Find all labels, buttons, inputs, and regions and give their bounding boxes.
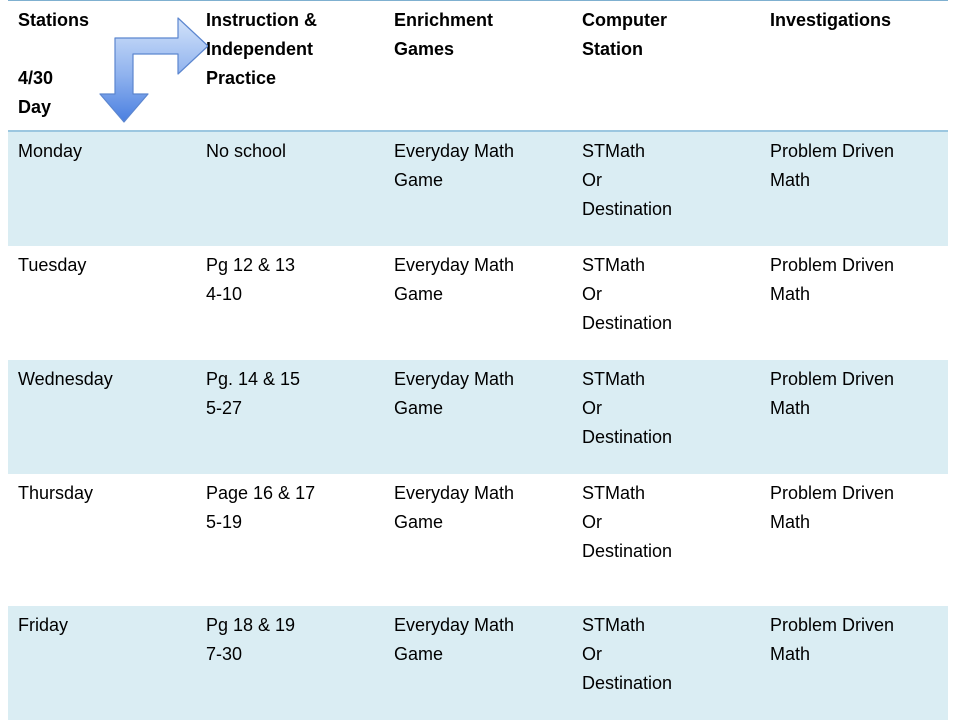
games-cell bbox=[394, 474, 514, 537]
computer-cell bbox=[582, 360, 672, 452]
computer-cell bbox=[582, 606, 672, 698]
instruction-line: No school bbox=[206, 141, 287, 161]
instruction-cell bbox=[206, 474, 315, 537]
day-cell bbox=[18, 474, 93, 508]
instruction-cell bbox=[206, 360, 300, 423]
table-row-monday bbox=[8, 132, 948, 246]
computer-line: Or bbox=[582, 644, 602, 664]
instruction-line: 5-27 bbox=[206, 398, 243, 418]
header-games-line: Enrichment bbox=[394, 10, 494, 30]
header-games-line: Games bbox=[394, 39, 455, 59]
computer-line: Destination bbox=[582, 199, 673, 219]
header-stations-cell bbox=[18, 1, 89, 122]
instruction-line: Page 16 & 17 bbox=[206, 483, 316, 503]
investigations-line: Math bbox=[770, 512, 811, 532]
day-cell bbox=[18, 246, 86, 280]
investigations-line: Problem Driven bbox=[770, 615, 895, 635]
instruction-line: 5-19 bbox=[206, 512, 243, 532]
investigations-cell bbox=[770, 132, 894, 195]
computer-cell bbox=[582, 474, 672, 566]
computer-line: Destination bbox=[582, 427, 673, 447]
day-label: Wednesday bbox=[18, 369, 113, 389]
games-line: Everyday Math bbox=[394, 141, 515, 161]
investigations-line: Math bbox=[770, 398, 811, 418]
header-computer-cell bbox=[582, 1, 667, 64]
header-instruction-line: Instruction & bbox=[206, 10, 317, 30]
computer-line: STMath bbox=[582, 483, 646, 503]
instruction-cell bbox=[206, 132, 286, 166]
investigations-cell bbox=[770, 360, 894, 423]
header-investigations-line: Investigations bbox=[770, 10, 892, 30]
header-computer-line: Computer bbox=[582, 10, 667, 30]
computer-line: Destination bbox=[582, 541, 673, 561]
computer-line: Or bbox=[582, 398, 602, 418]
instruction-line: Pg 18 & 19 bbox=[206, 615, 296, 635]
header-computer-line: Station bbox=[582, 39, 643, 59]
table-row-wednesday bbox=[8, 360, 948, 474]
instruction-line: Pg. 14 & 15 bbox=[206, 369, 301, 389]
header-instruction-cell bbox=[206, 1, 317, 93]
header-stations-label: Stations bbox=[18, 10, 90, 30]
table-row-tuesday bbox=[8, 246, 948, 360]
investigations-cell bbox=[770, 246, 894, 309]
instruction-line: Pg 12 & 13 bbox=[206, 255, 296, 275]
day-cell bbox=[18, 360, 113, 394]
day-label: Tuesday bbox=[18, 255, 87, 275]
investigations-cell bbox=[770, 606, 894, 669]
games-line: Everyday Math bbox=[394, 615, 515, 635]
games-line: Everyday Math bbox=[394, 255, 515, 275]
header-instruction-line: Practice bbox=[206, 68, 277, 88]
header-day-label: Day bbox=[18, 97, 52, 117]
instruction-cell bbox=[206, 606, 295, 669]
computer-line: Destination bbox=[582, 313, 673, 333]
games-line: Everyday Math bbox=[394, 369, 515, 389]
instruction-line: 7-30 bbox=[206, 644, 243, 664]
computer-line: STMath bbox=[582, 255, 646, 275]
games-line: Game bbox=[394, 644, 444, 664]
investigations-line: Math bbox=[770, 170, 811, 190]
investigations-cell bbox=[770, 474, 894, 537]
games-cell bbox=[394, 132, 514, 195]
day-label: Friday bbox=[18, 615, 69, 635]
table-row-thursday bbox=[8, 474, 948, 606]
header-instruction-line: Independent bbox=[206, 39, 313, 59]
bent-arrow-icon bbox=[98, 14, 208, 126]
computer-line: STMath bbox=[582, 141, 646, 161]
instruction-line: 4-10 bbox=[206, 284, 243, 304]
investigations-line: Problem Driven bbox=[770, 255, 895, 275]
games-cell bbox=[394, 360, 514, 423]
games-line: Game bbox=[394, 284, 444, 304]
investigations-line: Math bbox=[770, 284, 811, 304]
games-cell bbox=[394, 606, 514, 669]
table-row-friday bbox=[8, 606, 948, 720]
computer-line: Or bbox=[582, 284, 602, 304]
instruction-cell bbox=[206, 246, 295, 309]
investigations-line: Problem Driven bbox=[770, 483, 895, 503]
computer-line: Destination bbox=[582, 673, 673, 693]
computer-line: Or bbox=[582, 512, 602, 532]
header-date-label: 4/30 bbox=[18, 68, 54, 88]
computer-cell bbox=[582, 246, 672, 338]
computer-line: STMath bbox=[582, 369, 646, 389]
header-investigations-cell bbox=[770, 1, 891, 35]
day-label: Monday bbox=[18, 141, 83, 161]
investigations-line: Problem Driven bbox=[770, 141, 895, 161]
games-line: Game bbox=[394, 170, 444, 190]
computer-line: STMath bbox=[582, 615, 646, 635]
investigations-line: Math bbox=[770, 644, 811, 664]
investigations-line: Problem Driven bbox=[770, 369, 895, 389]
computer-line: Or bbox=[582, 170, 602, 190]
day-cell bbox=[18, 132, 82, 166]
computer-cell bbox=[582, 132, 672, 224]
games-cell bbox=[394, 246, 514, 309]
day-label: Thursday bbox=[18, 483, 94, 503]
games-line: Everyday Math bbox=[394, 483, 515, 503]
day-cell bbox=[18, 606, 68, 640]
games-line: Game bbox=[394, 512, 444, 532]
games-line: Game bbox=[394, 398, 444, 418]
header-games-cell bbox=[394, 1, 493, 64]
